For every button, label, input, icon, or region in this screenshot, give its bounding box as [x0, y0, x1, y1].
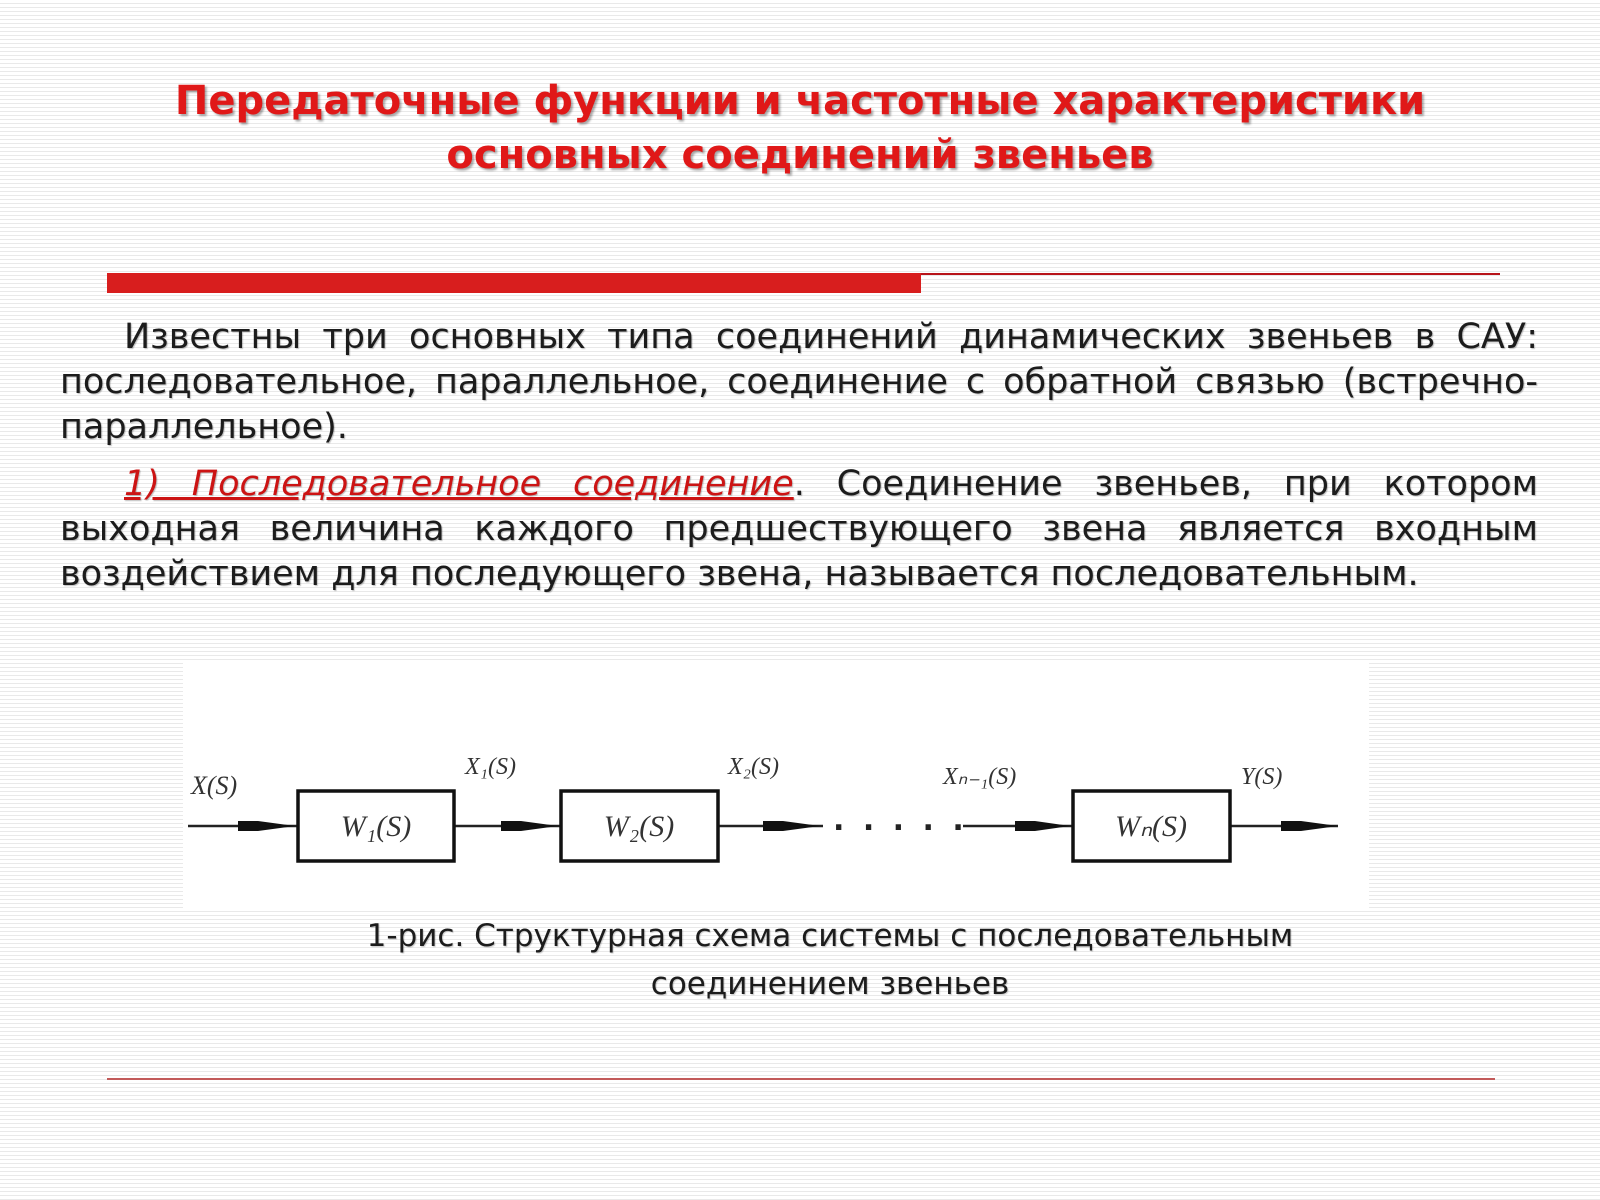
title-divider-thick	[107, 273, 921, 293]
arrow-2-out	[763, 821, 820, 831]
series-paragraph	[60, 462, 1538, 597]
caption-line-2: соединением звеньев	[650, 966, 1010, 1002]
title-divider-thin	[921, 273, 1500, 275]
block-diagram-panel	[183, 660, 1369, 910]
title-line-2: основных соединений звеньев	[446, 132, 1154, 178]
caption-line-1: 1-рис. Структурная схема системы с последовательным	[366, 918, 1294, 954]
block-1-label: W₁(S)	[340, 810, 412, 843]
block-n-label: Wₙ(S)	[1115, 810, 1187, 843]
input-signal-label: X(S)	[191, 771, 238, 800]
arrow-in-n	[1015, 821, 1070, 831]
signal-2-label: X₂(S)	[728, 754, 779, 780]
signal-1-label: X₁(S)	[465, 754, 516, 780]
body-text	[60, 315, 1538, 609]
block-diagram	[183, 660, 1369, 910]
intro-paragraph: Известны три основных типа соединений динамических звеньев в САУ: последовательное, параллельное, соединение с обратной связью (встречно-параллельное).	[60, 317, 1538, 447]
block-2-label: W₂(S)	[603, 810, 675, 843]
series-connection-term: 1) Последовательное соединение	[124, 464, 794, 504]
series-connection-definition: . Соединение звеньев, при котором выходная величина каждого предшествующего звена является входным воздействием для последующего звена, называется последовательным.	[60, 464, 1538, 594]
arrow-output	[1281, 821, 1338, 831]
signal-n1-label: Xₙ₋₁(S)	[943, 764, 1017, 790]
arrow-1-2	[501, 821, 558, 831]
output-signal-label: Y(S)	[1241, 764, 1283, 790]
slide-title	[100, 74, 1500, 182]
bottom-divider	[107, 1078, 1495, 1080]
title-line-1: Передаточные функции и частотные характеристики	[174, 78, 1426, 124]
figure-caption	[260, 912, 1400, 1008]
arrow-input	[238, 821, 295, 831]
ellipsis: . . . . .	[833, 803, 968, 838]
